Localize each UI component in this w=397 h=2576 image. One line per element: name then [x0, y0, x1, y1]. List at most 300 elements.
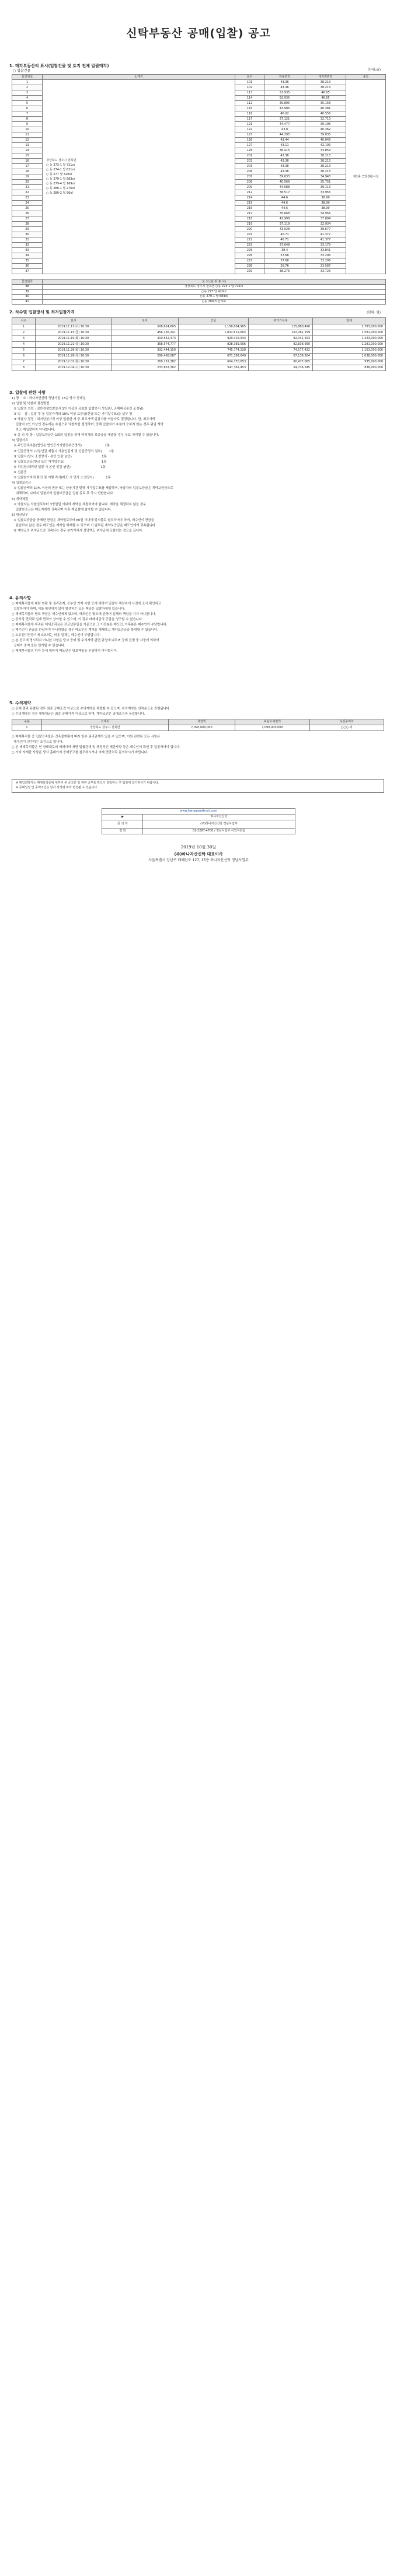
extra-line: ○ 매매목적물 중 입찰건축물은 건축물현황에 따라 일부 권리관계가 있을 수 있으며, 이와 관련된 모든 사항은: [12, 735, 161, 739]
cell-unit: 215: [235, 201, 264, 206]
cell-unit: 216: [235, 206, 264, 211]
cell-round: 7: [12, 359, 36, 365]
bid-info-line: ① 입찰보증금을 공제한 잔금은 계약일로부터 60일 이내에 일시불로 납부하여야 하며, 매수인이 잔금을: [12, 519, 154, 523]
bid-info-line: ⑤ 위임장(대리인 입찰 시 본인 인감 날인) 1통: [12, 465, 106, 469]
th-vat: 부가가치세: [249, 318, 313, 324]
cell-building: 745,774,228: [179, 348, 249, 354]
cell-land-area: 33.955: [305, 190, 346, 195]
cr-secured: 7,090,000,000: [235, 725, 309, 730]
cell-building: 828,389,506: [179, 342, 249, 348]
cell-no: 26: [12, 211, 43, 216]
table-row: [12, 348, 386, 354]
bid-info-line: ⑥ 신분증: [12, 471, 27, 475]
dept-label: 문 의 처: [102, 820, 143, 829]
bid-info-line: ① 주민등록초본(법인은 법인등기사항전부증명서) 1통: [12, 444, 110, 448]
cell-unit: 116: [235, 111, 264, 117]
cell-building: 604,770,653: [179, 359, 249, 365]
cell-round: 4: [12, 342, 36, 348]
note-line: 공매가 중지 또는 연기될 수 있습니다.: [12, 644, 65, 648]
note-line: ○ 소유권이전등기에 소요되는 비용 일체는 매수인이 부담합니다.: [12, 634, 101, 638]
cell-vat: 102,261,259: [249, 330, 313, 336]
cell-land-area: 33.841: [305, 248, 346, 253]
cell-no: 34: [12, 253, 43, 258]
table-row: [12, 342, 386, 348]
cell-unit: 113: [235, 90, 264, 96]
cell-vat: 115,880,490: [249, 324, 313, 330]
dept-value: (주)하나자산신탁 정남사업부: [143, 820, 295, 829]
cell-building: 1,158,804,905: [179, 324, 249, 330]
extra-line: ○ 본 매매목적물은 현 상태대로의 매매이며 제반 법률관계 및 행정적인 제한사항 등은 매수인이 확인 후 입찰하여야 합니다.: [12, 745, 180, 749]
cell-unit: 212: [235, 190, 264, 195]
note-line: ○ 본 공고에 명시되지 아니한 사항은 당사 공매 및 수의계약 관련 규정에 따르며 공매 진행 중 사정에 의하여: [12, 639, 159, 643]
bid-info-line: ① 낙찰자는 낙찰일로부터 3영업일 이내에 계약을 체결하여야 합니다. 계약을 체결하지 않을 경우: [12, 502, 147, 506]
bid-info-line: ④ 입찰보증금(현금 또는 자기앞수표) 1통: [12, 460, 107, 464]
section-private-contract: [9, 700, 384, 756]
th-total: 합계: [313, 318, 386, 324]
th-land: 토지: [112, 318, 179, 324]
cr-holder: ○○○ 외: [309, 725, 384, 730]
address-line: ○ 동 273-1 답 721㎡: [46, 163, 75, 167]
cell-area: 44.295: [264, 132, 305, 138]
land-row-desc: ○동 279-1 답 683㎡: [43, 295, 386, 300]
cell-land-area: 38.213: [305, 85, 346, 90]
cell-no: 20: [12, 180, 43, 185]
cell-land-area: 37.894: [305, 216, 346, 222]
cell-no: 19: [12, 174, 43, 180]
section-heading: 4. 유의사항: [9, 596, 32, 600]
cell-building: 1,022,612,603: [179, 330, 249, 336]
cell-land-area: 34.943: [305, 174, 346, 180]
cell-land-area: 40.362: [305, 127, 346, 132]
cell-land-area: 33.206: [305, 258, 346, 264]
cell-date: 2019.11.15(금) 10:30: [36, 330, 112, 336]
land-row-desc: ○동 277 답 420㎡: [43, 289, 386, 295]
cell-date: 2019.11.21(목) 10:30: [36, 342, 112, 348]
cell-no: 14: [12, 148, 43, 153]
tel-value: 02-3287-4700 / 정남사업부 사업지원팀: [143, 829, 295, 834]
cell-no: 13: [12, 143, 43, 148]
cell-date: 2019.12.02(월) 10:30: [36, 359, 112, 365]
cell-round: 8: [12, 365, 36, 371]
creditor-table: [12, 719, 384, 731]
cell-no: 6: [12, 106, 43, 111]
cell-no: 11: [12, 132, 43, 138]
notice-line: ※ 매입희망자는 매매목적물에 대하여 본 공고문 및 관련 공부를 반드시 열람하신 후 입찰에 참가하시기 바랍니다.: [16, 781, 159, 785]
cell-area: 44.6: [264, 206, 305, 211]
land-row-no: 38: [12, 285, 43, 290]
cell-area: 39.895: [264, 101, 305, 106]
cell-land-area: 33.854: [305, 148, 346, 153]
cell-round: 6: [12, 354, 36, 359]
cell-no: 28: [12, 222, 43, 227]
table-row: [12, 330, 386, 336]
th-address: 소재지: [43, 75, 235, 80]
cell-area: 37.68: [264, 253, 305, 258]
cell-no: 32: [12, 243, 43, 248]
notes-lines: [12, 602, 384, 654]
cell-building: 671,392,649: [179, 354, 249, 359]
cell-area: 38.276: [264, 269, 305, 274]
cell-land: 410,542,473: [112, 336, 179, 342]
bid-info-line: ① 입찰금액의 10% 이상의 현금 또는 금융기관 발행 자기앞수표를 제출하며, 낙찰자의 입찰보증금은 계약보증금으로: [12, 487, 173, 491]
cell-land-area: 39.196: [305, 122, 346, 127]
company-label: ▶: [102, 815, 143, 820]
cell-no: 29: [12, 227, 43, 232]
cell-vat: 54,736,245: [249, 365, 313, 371]
cell-date: 2019.11.13(수) 10:30: [36, 324, 112, 330]
cell-no: 12: [12, 138, 43, 143]
cell-vat: 60,477,065: [249, 359, 313, 365]
cell-land-area: 40.556: [305, 111, 346, 117]
cell-total: 935,000,000: [313, 359, 386, 365]
section-heading: 3. 입찰에 관한 사항: [9, 390, 46, 395]
cell-land-area: 35.158: [305, 101, 346, 106]
bid-info-line: 대체되며, 나머지 입찰자의 입찰보증금은 입찰 종료 후 즉시 반환합니다.: [12, 492, 114, 496]
cell-land-area: 41.377: [305, 237, 346, 243]
cell-round: 1: [12, 324, 36, 330]
cell-no: 31: [12, 237, 43, 243]
cell-land-area: 46.65: [305, 90, 346, 96]
cell-area: 44.6: [264, 201, 305, 206]
cell-round: 3: [12, 336, 36, 342]
cell-land-area: 33.723: [305, 269, 346, 274]
contact-table: [102, 808, 295, 834]
th-cr-no: 구분: [12, 719, 42, 725]
th-cr-secured: 피담보채권액: [235, 719, 309, 725]
cell-area: 44.6: [264, 195, 305, 201]
address-line: ○ 동 274-1 답 621㎡: [46, 168, 75, 172]
issuer-address: 서울특별시 강남구 테헤란로 127, 15층 하나자산신탁 정남사업부: [148, 858, 249, 862]
cell-no: 10: [12, 127, 43, 132]
cell-area: 38.4: [264, 248, 305, 253]
bid-info-line: 1) 장 소 : 하나자산신탁 정남사업 13층 당사 공매실: [12, 396, 86, 400]
address-line: ○ 동 280-1 답 276㎡: [46, 187, 75, 190]
cell-no: 30: [12, 232, 43, 237]
cell-area: 43.985: [264, 106, 305, 111]
bid-info-line: ③ 입찰서(당사 소정양식 - 본인 인감 날인) 1통: [12, 455, 107, 459]
private-contract-line: ○ 수의계약의 경우 매매대금은 최종 공매가격 이상으로 하며, 계약조건은 공매조건과 동일합니다.: [12, 712, 145, 716]
cell-area: 43.028: [264, 227, 305, 232]
cell-land-area: 38.213: [305, 159, 346, 164]
cr-no: 1: [12, 725, 42, 730]
cell-area: 43.36: [264, 164, 305, 169]
cell-no: 3: [12, 90, 43, 96]
cell-vat: 74,577,422: [249, 348, 313, 354]
cell-round: 5: [12, 348, 36, 354]
cell-no: 22: [12, 190, 43, 195]
table-row: [12, 324, 386, 330]
cell-date: 2019.11.28(목) 10:30: [36, 354, 112, 359]
section-price: [0, 309, 397, 369]
note-line: ○ 공부상 면적과 실제 면적이 상이할 수 있으며, 이 경우 매매대금의 증감을 청구할 수 없습니다.: [12, 617, 143, 621]
bid-info-line: 입찰보증금은 매도자에게 귀속되며 이후 재입찰에 참가할 수 없습니다.: [12, 508, 112, 512]
address-line: 경상북도 경주시 천북면: [46, 159, 76, 162]
cell-unit: 101: [235, 80, 264, 85]
cell-area: 35.668: [264, 211, 305, 216]
extra-line: 매수인이 인수하는 조건으로 합니다.: [12, 740, 64, 744]
cell-total: 1,423,000,000: [313, 336, 386, 342]
land-row-no: 39: [12, 289, 43, 295]
cell-land-area: 33.179: [305, 243, 346, 248]
notice-line: ※ 공매일정 및 공매조건은 당사 사정에 따라 변경될 수 있습니다.: [16, 785, 98, 789]
cell-no: 36: [12, 264, 43, 269]
cell-no: 17: [12, 164, 43, 169]
bid-info-line: ② 계약금의 위약금으로 귀속되는 경우 부가가치세 상당액도 위약금에 포함되는 것으로 봅니다.: [12, 529, 143, 533]
section-notes: [9, 595, 384, 655]
cell-area: 44.477: [264, 122, 305, 127]
cell-land: 332,444,150: [112, 348, 179, 354]
th-cr-addr: 소재지: [41, 719, 168, 725]
cell-area: 26.76: [264, 264, 305, 269]
cell-date: 2019.11.19(화) 10:30: [36, 336, 112, 342]
cell-round: 2: [12, 330, 36, 336]
notice-box: [12, 779, 384, 793]
cell-land-area: 41.377: [305, 232, 346, 237]
th-use: 용도: [346, 75, 386, 80]
cell-building: 547,362,453: [179, 365, 249, 371]
note-line: ○ 매매목적물에 대한 현황 및 권리관계, 공부상 기재 사항 등에 대하여 입찰자 책임하에 사전에 조사 확인하고: [12, 602, 162, 606]
cell-no: 23: [12, 195, 43, 201]
cell-unit: 115: [235, 106, 264, 111]
cell-area: 43.8: [264, 127, 305, 132]
bid-info-line: 4) 입찰보증금: [12, 481, 32, 485]
page-title: 신탁부동산 공매(입찰) 공고: [126, 27, 271, 40]
cell-no: 4: [12, 96, 43, 101]
th-no: 물건번호: [12, 75, 43, 80]
note-line: ○ 매매목적물에 부과된 제세공과금은 잔금납부일을 기준으로 그 이전분은 매도인, 이후분은 매수인이 부담합니다.: [12, 623, 168, 627]
cell-unit: 201: [235, 153, 264, 159]
cell-land-area: 42.199: [305, 143, 346, 148]
th-round: 차수: [12, 318, 36, 324]
th-land-desc: 토 지 (단 위 표 시): [43, 279, 386, 285]
cell-land-area: 23.587: [305, 264, 346, 269]
cell-area: 43.36: [264, 80, 305, 85]
bid-info-line: ④ 유 의 사 항 : 입찰보증금은 1회의 입찰을 위해 여러개의 보증금을 제출할 경우 무효 처리될 수 있습니다.: [12, 434, 159, 438]
th-date: 일시: [36, 318, 112, 324]
cell-area: 43.36: [264, 153, 305, 159]
cell-unit: 203: [235, 164, 264, 169]
cell-unit: 126: [235, 138, 264, 143]
notice-date: 2019년 10월 30일: [180, 845, 217, 850]
cell-area: 43.36: [264, 85, 305, 90]
cell-land-area: 34.956: [305, 211, 346, 216]
section-bid-info: [9, 390, 384, 534]
note-line: 입찰하여야 하며, 이를 확인하지 않아 발생하는 모든 책임은 입찰자에게 있습니다.: [12, 607, 126, 611]
cell-unit: 123: [235, 132, 264, 138]
cell-unit: 225: [235, 248, 264, 253]
cell-area: 39.633: [264, 174, 305, 180]
cell-unit: 220: [235, 227, 264, 232]
cell-no: 33: [12, 248, 43, 253]
cell-total: 1,153,000,000: [313, 348, 386, 354]
private-contract-lines: [12, 707, 384, 716]
footer-block: [0, 808, 397, 862]
table-row: [12, 365, 386, 371]
th-cr-amt: 채권액: [168, 719, 235, 725]
cell-land-area: 40.045: [305, 138, 346, 143]
th-unit: 호수: [235, 75, 264, 80]
cell-land: 233,807,302: [112, 365, 179, 371]
bid-info-line: 완납하지 않을 경우 매도인은 계약을 해제할 수 있으며 기 납부된 계약보증금은 매도인에게 귀속됩니다.: [12, 524, 156, 528]
cell-land: 368,574,777: [112, 342, 179, 348]
cell-area: 37.648: [264, 243, 305, 248]
company-url[interactable]: www.hanaassettrust.com: [102, 809, 295, 815]
cell-building: 920,415,934: [179, 336, 249, 342]
cell-no: 1: [12, 80, 43, 85]
address-line: ○ 동 279-4 답 169㎡: [46, 182, 75, 186]
cell-area: 52.935: [264, 90, 305, 96]
cell-unit: 102: [235, 85, 264, 90]
cell-land-area: 39.035: [305, 132, 346, 138]
cell-unit: 222: [235, 237, 264, 243]
bid-info-line: ① 입찰의 성립 : 일반경쟁입찰로서 1인 이상의 유효한 입찰로서 성립(단, 공매대상물건 조정됨): [12, 407, 144, 411]
issuer: (주)하나자산신탁 대표이사: [174, 852, 223, 857]
cell-no: 8: [12, 117, 43, 122]
bid-info-line: 입찰자 2인 이상인 경우에는 추첨으로 낙찰자를 결정하며, 당해 입찰자가 추첨에 응하지 않는 경우 위임 계약: [12, 423, 163, 427]
cell-total: 836,000,000: [313, 365, 386, 371]
extra-line: ○ 기타 자세한 사항은 당사 홈페이지 공매공고를 참조하시거나 아래 연락처로 문의하시기 바랍니다.: [12, 751, 148, 755]
note-line: ○ 매수인이 잔금을 완납하지 아니하였을 경우 매도인은 계약을 해제하고 계약보증금을 몰취할 수 있습니다.: [12, 628, 158, 632]
cell-unit: 121: [235, 122, 264, 127]
cell-land-area: 39.677: [305, 227, 346, 232]
cell-land: 508,614,605: [112, 324, 179, 330]
cell-unit: 214: [235, 195, 264, 201]
cell-unit: 209: [235, 185, 264, 190]
cell-total: 1,783,000,000: [313, 324, 386, 330]
cell-area: 46.71: [264, 237, 305, 243]
bid-info-line: ⑦ 입찰참가자격 확인 및 이행 각서(매도 시 당사 소정양식) 1통: [12, 476, 111, 480]
cell-no: 25: [12, 206, 43, 211]
cell-area: 43.36: [264, 169, 305, 174]
cell-land: 269,752,382: [112, 359, 179, 365]
cell-vat: 82,838,950: [249, 342, 313, 348]
cell-land-area: 38.213: [305, 169, 346, 174]
cell-land: 299,468,087: [112, 354, 179, 359]
cell-area: 42.998: [264, 216, 305, 222]
th-building: 건물: [179, 318, 249, 324]
note-line: ○ 매매목적물의 하자 등에 대하여 매도인은 담보책임을 부담하지 아니합니다.: [12, 649, 118, 653]
cell-unit: 227: [235, 258, 264, 264]
section-heading: 2. 차수별 입찰방식 및 최저입찰가격: [9, 310, 75, 314]
cell-unit: 112: [235, 101, 264, 106]
bid-info-lines: [12, 396, 384, 534]
cell-area: 38.415: [264, 148, 305, 153]
th-cr-holder: 우선수익자: [309, 719, 384, 725]
bid-info-line: 2) 입찰 및 낙찰자 결정방법: [12, 401, 50, 406]
cell-unit: 114: [235, 96, 264, 101]
cell-vat: 92,041,593: [249, 336, 313, 342]
tel-label: 전 화: [102, 829, 143, 834]
cell-land-area: 40.381: [305, 106, 346, 111]
cell-land-area: 39.113: [305, 185, 346, 190]
table-row: [12, 354, 386, 359]
cell-unit: 218: [235, 216, 264, 222]
cell-land-area: 38.99: [305, 201, 346, 206]
bid-info-line: 하고 재입찰하지 아니합니다.: [12, 428, 55, 432]
cell-land-area: 38.213: [305, 164, 346, 169]
cell-unit: 127: [235, 143, 264, 148]
th-land-no: 물건번호: [12, 279, 43, 285]
cell-unit: 228: [235, 264, 264, 269]
building-table: [12, 74, 386, 274]
land-row-no: 41: [12, 299, 43, 305]
sub-heading: ○ 입찰건물: [13, 69, 31, 74]
th-land-area: 대지권면적: [305, 75, 346, 80]
cell-area: 43.44: [264, 138, 305, 143]
cell-unit: 217: [235, 211, 264, 216]
cell-unit: 226: [235, 253, 264, 258]
cell-land-area: 33.206: [305, 253, 346, 258]
cell-unit: 208: [235, 180, 264, 185]
cell-no: 15: [12, 153, 43, 159]
section-heading: 1. 매각부동산의 표시(입찰건물 및 토지 전체 일괄매각): [9, 64, 109, 68]
cell-address: [43, 80, 235, 274]
unit-label: (단위:㎡): [367, 68, 381, 72]
th-area: 전용면적: [264, 75, 305, 80]
cell-no: 35: [12, 258, 43, 264]
section-heading: 5. 수의계약: [9, 701, 32, 705]
cell-land-area: 38.99: [305, 206, 346, 211]
land-table: [12, 279, 386, 305]
cell-no: 7: [12, 111, 43, 117]
cell-land-area: 46.65: [305, 96, 346, 101]
land-row-no: 40: [12, 295, 43, 300]
table-row: [12, 359, 386, 365]
cell-no: 5: [12, 101, 43, 106]
bid-info-line: 6) 대금납부: [12, 513, 29, 517]
cell-no: 16: [12, 159, 43, 164]
cell-unit: 223: [235, 243, 264, 248]
note-line: ○ 매매목적물의 명도 책임은 매수인에게 있으며, 매도인은 명도에 관하여 일체의 책임을 지지 아니합니다.: [12, 612, 156, 616]
bid-info-line: ② 입 찰 : 입찰 후 동 입찰가격의 10% 이상 보증금(현금 또는 자기앞수표)을 납부 함: [12, 412, 133, 416]
cell-area: 46.02: [264, 111, 305, 117]
cell-unit: 206: [235, 169, 264, 174]
cell-use: 제2종 근린생활시설: [346, 80, 386, 274]
cell-land-area: 32.934: [305, 222, 346, 227]
cell-land-area: 32.713: [305, 117, 346, 122]
cell-unit: 221: [235, 232, 264, 237]
cell-unit: 202: [235, 159, 264, 164]
section-property: [0, 63, 397, 303]
cell-area: 44.588: [264, 185, 305, 190]
cell-total: 1,038,000,000: [313, 354, 386, 359]
cell-area: 38.517: [264, 190, 305, 195]
cell-date: 2019.12.04(수) 10:30: [36, 365, 112, 371]
cell-no: 21: [12, 185, 43, 190]
cell-unit: 207: [235, 174, 264, 180]
extra-lines: [12, 735, 384, 755]
company-name: 하나자산신탁: [143, 815, 295, 820]
address-line: ○ 동 279-1 답 683㎡: [46, 177, 75, 181]
private-contract-line: ○ 공매 결과 유찰된 경우 최종 공매조건 이상으로 수의계약을 체결할 수 있으며, 수의계약은 선착순으로 진행됩니다.: [12, 707, 170, 711]
unit-label: (단위: 원): [367, 311, 381, 314]
cr-addr: 경상북도 경주시 천북면: [41, 725, 168, 730]
cell-area: 43.36: [264, 159, 305, 164]
bid-info-line: ② 인감증명서 (사용인감 제출시 사용인감계 및 인감증명서 첨부) 1통: [12, 449, 114, 453]
cell-area: 37.68: [264, 258, 305, 264]
cell-no: 2: [12, 85, 43, 90]
land-row-desc: ○동 280-3 답 5㎡: [43, 299, 386, 305]
cell-total: 1,581,000,000: [313, 330, 386, 336]
table-row: [12, 80, 386, 85]
table-row: [12, 336, 386, 342]
address-line: ○ 동 277 답 420㎡: [46, 173, 72, 176]
cell-area: 37.119: [264, 222, 305, 227]
cell-area: 40.71: [264, 232, 305, 237]
cell-area: 52.935: [264, 96, 305, 101]
cell-land: 456,136,241: [112, 330, 179, 336]
land-row-desc: 경상북도 경주시 천북면 ○동 273-1 답 721㎡: [43, 285, 386, 290]
